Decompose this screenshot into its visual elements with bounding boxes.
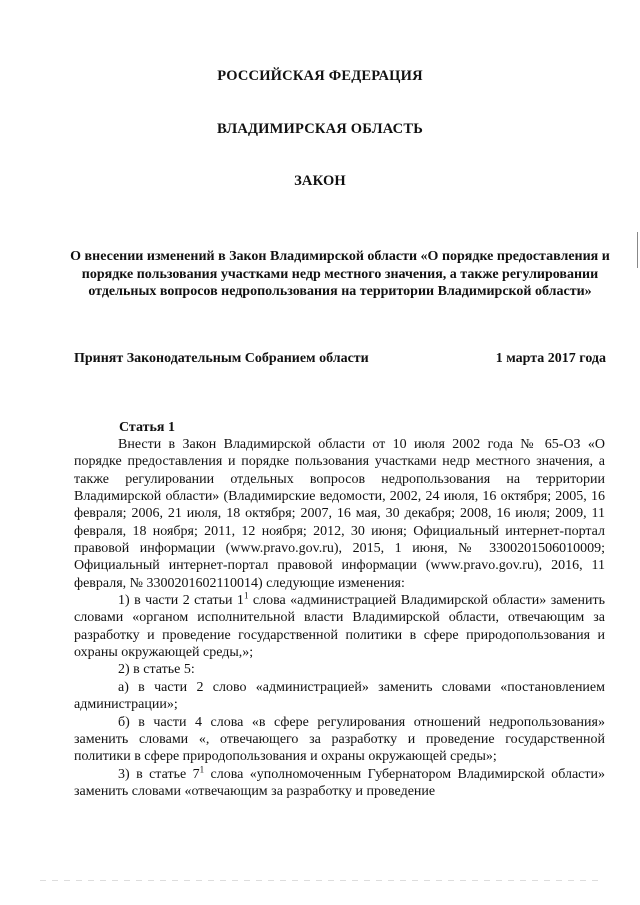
item-3-superscript: 1 bbox=[199, 763, 205, 774]
item-1-superscript: 1 bbox=[243, 590, 249, 601]
doc-type-heading: ЗАКОН bbox=[294, 173, 346, 189]
article-item-3 bbox=[74, 763, 605, 801]
region-heading: ВЛАДИМИРСКАЯ ОБЛАСТЬ bbox=[217, 121, 423, 137]
law-title: О внесении изменений в Закон Владимирской области «О порядке предоставления и порядке пользования участками недр местного значения, а также регулировании отдельных вопросов недропользования на территории Владимирской области» bbox=[70, 249, 610, 299]
item-1-end: слова «администрацией Владимирской области» заменить словами «органом исполнительной власти Владимирской области, отвечающим за разработку и проведение государственной политики в сфере природопользования и охраны окружающей среды,»; bbox=[74, 593, 605, 661]
scan-edge-mark bbox=[637, 232, 638, 268]
item-1-start: 1) в части 2 статьи 1 bbox=[118, 593, 244, 609]
article-body bbox=[74, 436, 605, 800]
country-heading: РОССИЙСКАЯ ФЕДЕРАЦИЯ bbox=[217, 68, 423, 84]
article-item-2: 2) в статье 5: bbox=[118, 662, 195, 678]
adoption-line bbox=[74, 351, 606, 367]
article-item-2b: б) в части 4 слова «в сфере регулирования отношений недропользования» заменить словами «, отвечающего за разработку и проведение государственной политики в сфере природопользования и охраны окружающей среды»; bbox=[74, 714, 605, 765]
article-item-1 bbox=[74, 592, 605, 661]
adopted-by: Принят Законодательным Собранием области bbox=[74, 351, 369, 366]
item-3-start: 3) в статье 7 bbox=[118, 766, 200, 782]
scan-bottom-artifact bbox=[40, 880, 600, 881]
item-3-end: слова «уполномоченным Губернатором Владимирской области» заменить словами «отвечающим за разработку и проведение bbox=[74, 766, 605, 799]
article-title: Статья 1 bbox=[119, 420, 175, 435]
adopted-date: 1 марта 2017 года bbox=[495, 351, 606, 366]
article-item-2a: а) в части 2 слово «администрацией» заменить словами «постановлением администрации»; bbox=[74, 679, 605, 713]
article-intro: Внести в Закон Владимирской области от 10 июля 2002 года № 65-ОЗ «О порядке предоставления и порядке пользования участками недр местного значения, а также регулировании отдельных вопросов недропользования на территории Владимирской области» (Владимирские ведомости, 2002, 24 июля, 16 октября; 2005, 16 февраля; 2006, 21 июля, 18 октября; 2007, 16 мая, 30 декабря; 2008, 16 июля; 2009, 11 февраля, 18 ноября; 2011, 12 ноября; 2012, 30 июня; Официальный интернет-портал правовой информации (www.pravo.gov.ru), 2015, 1 июня, № 3300201506010009; Официальный интернет-портал правовой информации (www.pravo.gov.ru), 2016, 11 февраля, № 3300201602110014) следующие изменения: bbox=[74, 437, 605, 591]
